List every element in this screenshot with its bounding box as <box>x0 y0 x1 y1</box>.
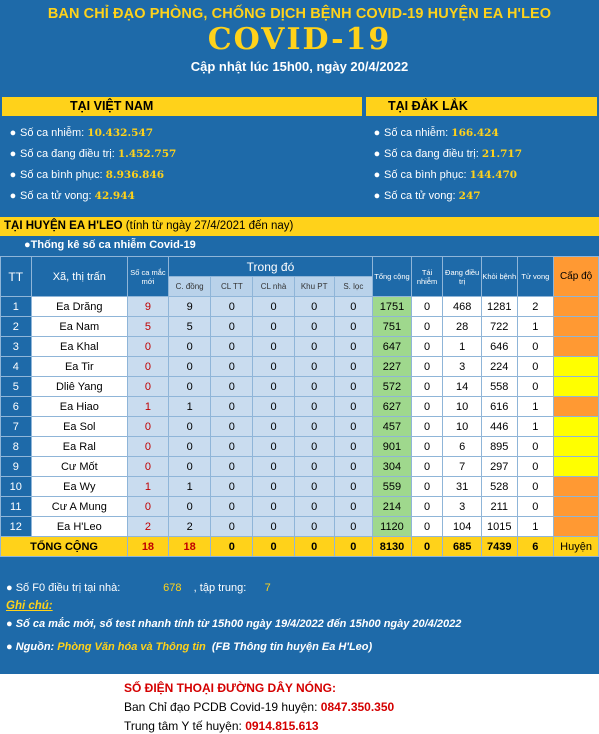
row-new: 0 <box>128 337 169 357</box>
row-khoi: 1015 <box>481 517 517 537</box>
row-cdong: 0 <box>168 337 211 357</box>
row-clnha: 0 <box>253 337 295 357</box>
row-tuvong: 0 <box>517 457 554 477</box>
district-subtitle: ●Thống kê số ca nhiễm Covid-19 <box>24 239 196 251</box>
row-level-indicator <box>554 417 599 437</box>
row-new: 0 <box>128 357 169 377</box>
row-khupt: 0 <box>294 477 334 497</box>
row-tong: 304 <box>373 457 412 477</box>
row-level-indicator <box>554 317 599 337</box>
row-tong: 627 <box>373 397 412 417</box>
row-tt: 11 <box>1 497 32 517</box>
page-header <box>0 0 599 97</box>
row-khupt: 0 <box>294 437 334 457</box>
row-tong: 1120 <box>373 517 412 537</box>
row-sloc: 0 <box>334 317 373 337</box>
row-level-indicator <box>554 457 599 477</box>
row-level-indicator <box>554 437 599 457</box>
row-sloc: 0 <box>334 377 373 397</box>
row-sloc: 0 <box>334 457 373 477</box>
row-tong: 457 <box>373 417 412 437</box>
total-level: Huyện <box>554 537 599 557</box>
row-clnha: 0 <box>253 457 295 477</box>
table-row <box>1 377 599 397</box>
row-khoi: 616 <box>481 397 517 417</box>
row-cltt: 0 <box>211 317 253 337</box>
row-cdong: 1 <box>168 477 211 497</box>
row-khupt: 0 <box>294 417 334 437</box>
row-tong: 227 <box>373 357 412 377</box>
row-dangdt: 3 <box>443 357 482 377</box>
row-tong: 647 <box>373 337 412 357</box>
bullet-icon: ● <box>6 582 13 594</box>
table-row <box>1 497 599 517</box>
row-level-indicator <box>554 357 599 377</box>
row-tainhiem: 0 <box>411 297 443 317</box>
row-dangdt: 10 <box>443 417 482 437</box>
row-tainhiem: 0 <box>411 377 443 397</box>
daklak-stats <box>370 123 522 207</box>
row-tainhiem: 0 <box>411 477 443 497</box>
table-row <box>1 317 599 337</box>
row-khupt: 0 <box>294 397 334 417</box>
row-dangdt: 6 <box>443 437 482 457</box>
row-tainhiem: 0 <box>411 517 443 537</box>
row-khupt: 0 <box>294 357 334 377</box>
row-cltt: 0 <box>211 457 253 477</box>
total-new: 18 <box>128 537 169 557</box>
bullet-icon: ● <box>373 127 381 139</box>
row-clnha: 0 <box>253 317 295 337</box>
row-name: Ea Sol <box>31 417 128 437</box>
row-khoi: 211 <box>481 497 517 517</box>
row-clnha: 0 <box>253 437 295 457</box>
row-tong: 1751 <box>373 297 412 317</box>
dl-row-treating: ● Số ca đang điều trị: 21.717 <box>370 144 522 165</box>
row-level-indicator <box>554 337 599 357</box>
total-sloc: 0 <box>334 537 373 557</box>
daklak-heading: TẠI ĐẮK LẮK <box>366 97 597 116</box>
vn-row-infected: ● Số ca nhiễm: 10.432.547 <box>6 123 176 144</box>
covid-title: COVID-19 <box>207 22 392 57</box>
row-cltt: 0 <box>211 417 253 437</box>
row-name: Ea H'Leo <box>31 517 128 537</box>
row-sloc: 0 <box>334 437 373 457</box>
bullet-icon: ● <box>6 641 13 653</box>
row-tt: 4 <box>1 357 32 377</box>
col-new: Số ca mắc mới <box>128 257 169 297</box>
row-tt: 8 <box>1 437 32 457</box>
row-cdong: 0 <box>168 357 211 377</box>
row-tong: 559 <box>373 477 412 497</box>
row-cltt: 0 <box>211 297 253 317</box>
f0-info: ● Số F0 điều trị tại nhà: 678 , tập trung: 7 <box>6 582 271 594</box>
row-cdong: 5 <box>168 317 211 337</box>
bullet-icon: ● <box>9 190 17 202</box>
row-tt: 10 <box>1 477 32 497</box>
row-tt: 9 <box>1 457 32 477</box>
total-tv: 6 <box>517 537 554 557</box>
row-dangdt: 468 <box>443 297 482 317</box>
note-source: ● Nguồn: Phòng Văn hóa và Thông tin (FB Thông tin huyện Ea H'Leo) <box>6 641 373 653</box>
row-cdong: 0 <box>168 457 211 477</box>
row-tuvong: 1 <box>517 397 554 417</box>
row-tainhiem: 0 <box>411 357 443 377</box>
row-sloc: 0 <box>334 417 373 437</box>
row-tuvong: 0 <box>517 477 554 497</box>
row-tt: 2 <box>1 317 32 337</box>
row-clnha: 0 <box>253 477 295 497</box>
row-khoi: 528 <box>481 477 517 497</box>
row-khupt: 0 <box>294 457 334 477</box>
row-khupt: 0 <box>294 317 334 337</box>
row-new: 1 <box>128 397 169 417</box>
row-khupt: 0 <box>294 377 334 397</box>
col-tong: Tổng cộng <box>373 257 412 297</box>
row-clnha: 0 <box>253 377 295 397</box>
table-row <box>1 357 599 377</box>
row-cdong: 2 <box>168 517 211 537</box>
row-tainhiem: 0 <box>411 337 443 357</box>
row-cltt: 0 <box>211 497 253 517</box>
row-tt: 12 <box>1 517 32 537</box>
table-body <box>1 297 599 557</box>
row-cltt: 0 <box>211 337 253 357</box>
row-clnha: 0 <box>253 417 295 437</box>
row-tt: 7 <box>1 417 32 437</box>
committee-title: BAN CHỈ ĐẠO PHÒNG, CHỐNG DỊCH BỆNH COVID-19 HUYỆN EA H'LEO <box>47 6 552 22</box>
dl-row-deaths: ● Số ca tử vong: 247 <box>370 186 522 207</box>
district-heading: TẠI HUYỆN EA H'LEO (tính từ ngày 27/4/2021 đến nay) <box>0 217 599 236</box>
sub-clnha: CL nhà <box>253 277 295 297</box>
district-since: (tính từ ngày 27/4/2021 đến nay) <box>125 220 294 232</box>
dl-row-recovered: ● Số ca bình phục: 144.470 <box>370 165 522 186</box>
vn-row-recovered: ● Số ca bình phục: 8.936.846 <box>6 165 176 186</box>
bullet-icon: ● <box>9 127 17 139</box>
row-sloc: 0 <box>334 517 373 537</box>
hotline-committee: Ban Chỉ đạo PCDB Covid-19 huyện: 0847.350.350 <box>124 700 395 714</box>
total-cltt: 0 <box>211 537 253 557</box>
row-cltt: 0 <box>211 357 253 377</box>
row-khupt: 0 <box>294 337 334 357</box>
total-khoi: 7439 <box>481 537 517 557</box>
row-clnha: 0 <box>253 297 295 317</box>
row-new: 0 <box>128 417 169 437</box>
row-tainhiem: 0 <box>411 457 443 477</box>
row-khoi: 895 <box>481 437 517 457</box>
row-tong: 901 <box>373 437 412 457</box>
row-sloc: 0 <box>334 397 373 417</box>
row-tuvong: 0 <box>517 497 554 517</box>
row-dangdt: 3 <box>443 497 482 517</box>
total-kpt: 0 <box>294 537 334 557</box>
row-khoi: 224 <box>481 357 517 377</box>
row-cdong: 0 <box>168 417 211 437</box>
row-tainhiem: 0 <box>411 417 443 437</box>
row-tuvong: 1 <box>517 517 554 537</box>
bullet-icon: ● <box>9 148 17 160</box>
total-dt: 685 <box>443 537 482 557</box>
row-clnha: 0 <box>253 397 295 417</box>
row-khoi: 297 <box>481 457 517 477</box>
vietnam-heading: TẠI VIỆT NAM <box>2 97 362 116</box>
row-dangdt: 10 <box>443 397 482 417</box>
bullet-icon: ● <box>24 239 31 251</box>
col-capdo: Cấp độ <box>554 257 599 297</box>
row-name: Ea Tir <box>31 357 128 377</box>
row-tt: 5 <box>1 377 32 397</box>
row-name: Ea Hiao <box>31 397 128 417</box>
row-khupt: 0 <box>294 517 334 537</box>
total-clnha: 0 <box>253 537 295 557</box>
row-new: 5 <box>128 317 169 337</box>
row-name: Cư A Mung <box>31 497 128 517</box>
row-tuvong: 0 <box>517 377 554 397</box>
row-name: Ea Nam <box>31 317 128 337</box>
row-tong: 214 <box>373 497 412 517</box>
row-level-indicator <box>554 517 599 537</box>
row-cltt: 0 <box>211 377 253 397</box>
table-row <box>1 417 599 437</box>
vn-row-deaths: ● Số ca tử vong: 42.944 <box>6 186 176 207</box>
row-cdong: 9 <box>168 297 211 317</box>
note-heading: Ghi chú: <box>6 600 53 612</box>
row-level-indicator <box>554 297 599 317</box>
sub-sloc: S. lọc <box>334 277 373 297</box>
row-new: 0 <box>128 497 169 517</box>
table-row <box>1 397 599 417</box>
row-new: 0 <box>128 377 169 397</box>
sub-cdong: C. đồng <box>168 277 211 297</box>
col-khoi: Khỏi bệnh <box>481 257 517 297</box>
row-new: 9 <box>128 297 169 317</box>
row-khoi: 446 <box>481 417 517 437</box>
row-dangdt: 14 <box>443 377 482 397</box>
total-tn: 0 <box>411 537 443 557</box>
table-row <box>1 477 599 497</box>
row-tt: 3 <box>1 337 32 357</box>
row-sloc: 0 <box>334 337 373 357</box>
row-khupt: 0 <box>294 497 334 517</box>
row-tuvong: 2 <box>517 297 554 317</box>
row-sloc: 0 <box>334 297 373 317</box>
row-level-indicator <box>554 377 599 397</box>
row-cltt: 0 <box>211 397 253 417</box>
row-name: Ea Khal <box>31 337 128 357</box>
row-khoi: 646 <box>481 337 517 357</box>
hotline-heading: SỐ ĐIỆN THOẠI ĐƯỜNG DÂY NÓNG: <box>124 681 336 695</box>
col-tuvong: Tử vong <box>517 257 554 297</box>
row-tuvong: 0 <box>517 357 554 377</box>
row-tainhiem: 0 <box>411 397 443 417</box>
col-tainhiem: Tái nhiễm <box>411 257 443 297</box>
table-row <box>1 297 599 317</box>
row-sloc: 0 <box>334 477 373 497</box>
total-row <box>1 537 599 557</box>
row-tainhiem: 0 <box>411 497 443 517</box>
row-new: 2 <box>128 517 169 537</box>
row-dangdt: 1 <box>443 337 482 357</box>
row-tuvong: 1 <box>517 317 554 337</box>
row-sloc: 0 <box>334 357 373 377</box>
table-row <box>1 337 599 357</box>
stats-section <box>0 97 599 209</box>
vietnam-stats <box>6 123 176 207</box>
table-row <box>1 437 599 457</box>
row-khoi: 558 <box>481 377 517 397</box>
col-tt: TT <box>1 257 32 297</box>
table-header <box>1 257 599 277</box>
bullet-icon: ● <box>6 618 13 630</box>
dl-row-infected: ● Số ca nhiễm: 166.424 <box>370 123 522 144</box>
row-clnha: 0 <box>253 497 295 517</box>
row-cdong: 0 <box>168 437 211 457</box>
total-label: TỔNG CỘNG <box>1 537 128 557</box>
row-name: Ea Drăng <box>31 297 128 317</box>
hotline-medical: Trung tâm Y tế huyện: 0914.815.613 <box>124 719 319 733</box>
row-cdong: 1 <box>168 397 211 417</box>
row-tong: 751 <box>373 317 412 337</box>
row-name: Ea Ral <box>31 437 128 457</box>
row-tt: 6 <box>1 397 32 417</box>
row-dangdt: 31 <box>443 477 482 497</box>
row-tt: 1 <box>1 297 32 317</box>
row-tuvong: 1 <box>517 417 554 437</box>
bullet-icon: ● <box>373 190 381 202</box>
col-dangdt: Đang điều trị <box>443 257 482 297</box>
row-dangdt: 28 <box>443 317 482 337</box>
row-cltt: 0 <box>211 437 253 457</box>
total-tong: 8130 <box>373 537 412 557</box>
row-name: Ea Wy <box>31 477 128 497</box>
row-cltt: 0 <box>211 477 253 497</box>
row-level-indicator <box>554 497 599 517</box>
row-new: 0 <box>128 457 169 477</box>
bullet-icon: ● <box>373 148 381 160</box>
table-row <box>1 517 599 537</box>
row-khupt: 0 <box>294 297 334 317</box>
row-clnha: 0 <box>253 357 295 377</box>
row-new: 1 <box>128 477 169 497</box>
row-cdong: 0 <box>168 377 211 397</box>
row-tuvong: 0 <box>517 437 554 457</box>
col-xa: Xã, thị trấn <box>31 257 128 297</box>
row-clnha: 0 <box>253 517 295 537</box>
note-new-cases: ● Số ca mắc mới, số test nhanh tính từ 15h00 ngày 19/4/2022 đến 15h00 ngày 20/4/2022 <box>6 618 462 630</box>
row-new: 0 <box>128 437 169 457</box>
vn-row-treating: ● Số ca đang điều trị: 1.452.757 <box>6 144 176 165</box>
row-tainhiem: 0 <box>411 317 443 337</box>
row-name: Cư Mốt <box>31 457 128 477</box>
row-tuvong: 0 <box>517 337 554 357</box>
row-dangdt: 104 <box>443 517 482 537</box>
update-time: Cập nhật lúc 15h00, ngày 20/4/2022 <box>190 59 409 74</box>
row-level-indicator <box>554 477 599 497</box>
row-level-indicator <box>554 397 599 417</box>
row-tong: 572 <box>373 377 412 397</box>
sub-cltt: CL TT <box>211 277 253 297</box>
row-name: Dliê Yang <box>31 377 128 397</box>
row-dangdt: 7 <box>443 457 482 477</box>
district-table <box>0 256 599 557</box>
col-trongdo: Trong đó <box>168 257 372 277</box>
row-khoi: 1281 <box>481 297 517 317</box>
sub-khupt: Khu PT <box>294 277 334 297</box>
bullet-icon: ● <box>9 169 17 181</box>
row-sloc: 0 <box>334 497 373 517</box>
row-cdong: 0 <box>168 497 211 517</box>
row-cltt: 0 <box>211 517 253 537</box>
row-tainhiem: 0 <box>411 437 443 457</box>
row-khoi: 722 <box>481 317 517 337</box>
hotline-box <box>0 674 599 734</box>
bullet-icon: ● <box>373 169 381 181</box>
total-cd: 18 <box>168 537 211 557</box>
table-row <box>1 457 599 477</box>
